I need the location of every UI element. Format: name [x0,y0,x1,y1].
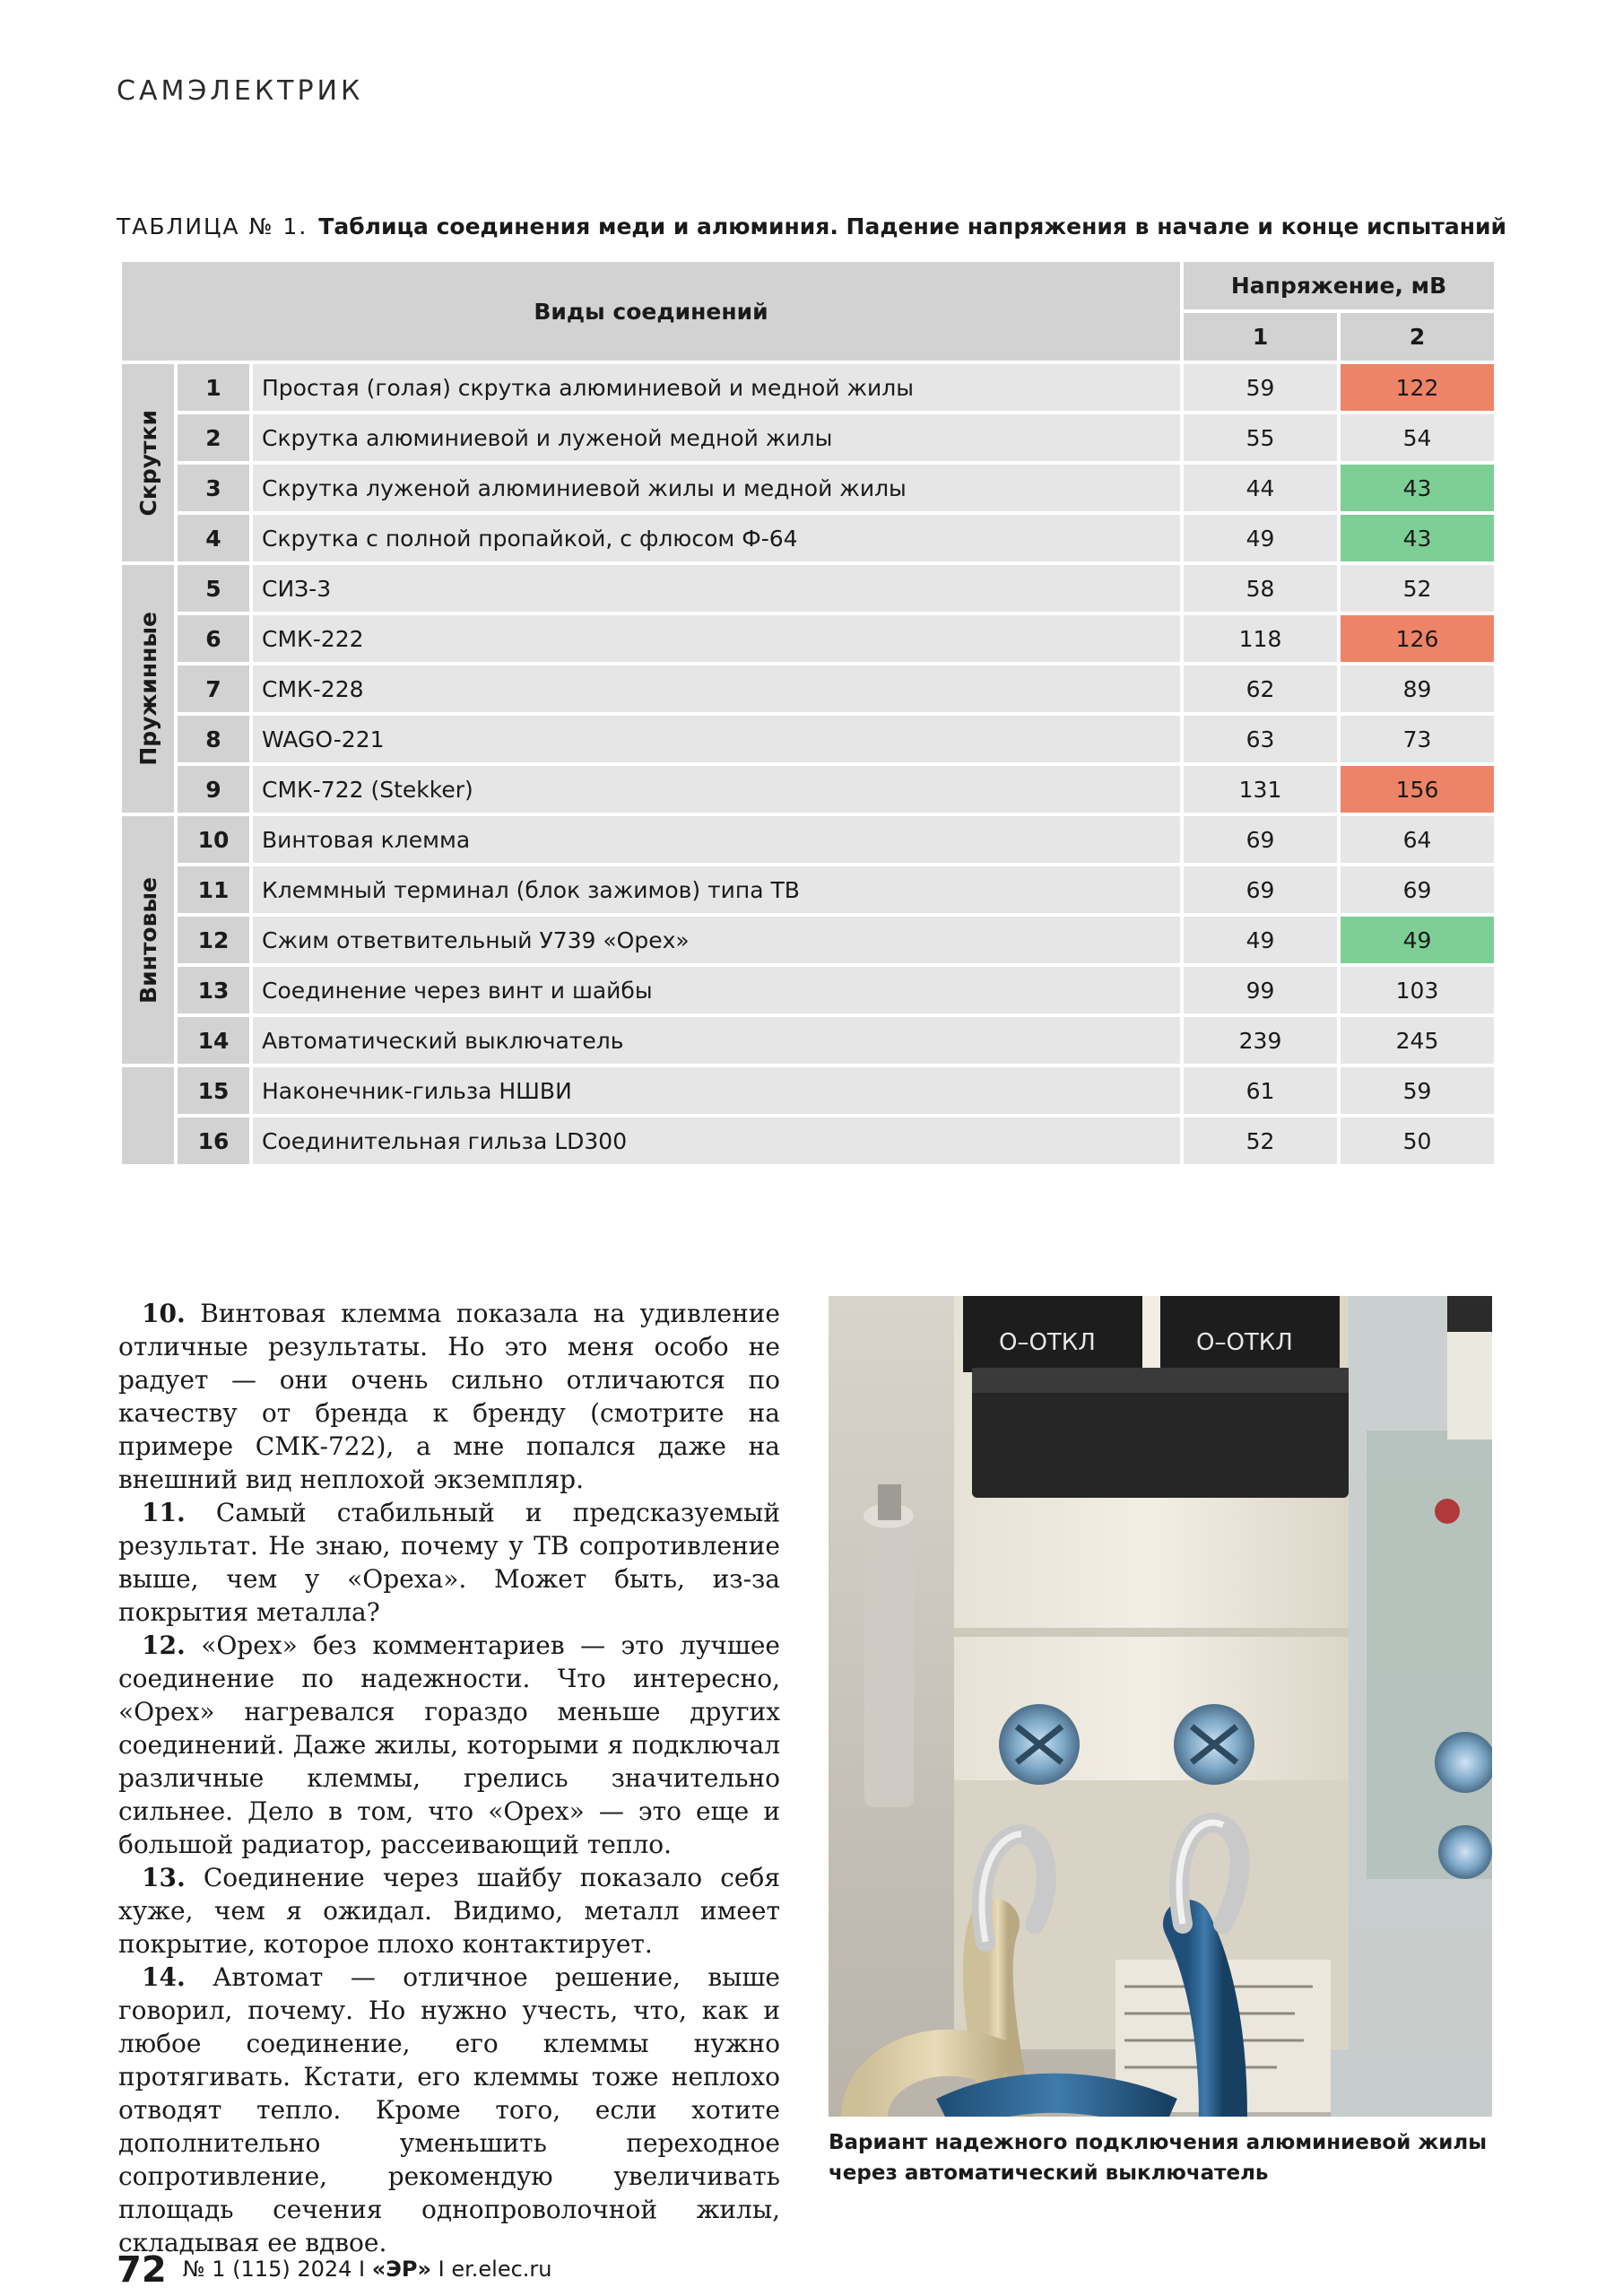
row-value-1: 99 [1182,965,1339,1015]
row-number: 14 [176,1015,251,1065]
row-name: СИЗ-3 [251,563,1182,613]
row-name: Скрутка алюминиевой и луженой медной жилы [251,413,1182,463]
row-name: Сжим ответвительный У739 «Орех» [251,915,1182,965]
group-label: Винтовые [135,876,161,1004]
table-row [120,965,1496,1015]
row-name: Соединительная гильза LD300 [251,1116,1182,1166]
section-title: САМЭЛЕКТРИК [117,75,364,107]
row-name: Скрутка с полной пропайкой, с флюсом Ф-64 [251,513,1182,563]
group-cell-screw [120,814,176,1065]
table-row [120,1015,1496,1065]
row-value-2: 73 [1339,714,1496,764]
row-number: 1 [176,362,251,413]
row-name: СМК-722 (Stekker) [251,764,1182,814]
row-value-2: 103 [1339,965,1496,1015]
row-value-1: 55 [1182,413,1339,463]
row-number: 16 [176,1116,251,1166]
row-value-1: 49 [1182,513,1339,563]
table-caption-label: ТАБЛИЦА № 1. [117,213,308,239]
row-value-2: 59 [1339,1065,1496,1116]
row-name: СМК-228 [251,664,1182,714]
paragraph-text: Винтовая клемма показала на удивление отличные результаты. Но это меня особо не радует — они очень сильно отличаются по качеству от бренда к бренду (смотрите на примере СМК-722), а мне попался даже на внешний вид неплохой экземпляр. [118,1299,780,1494]
row-name: Скрутка луженой алюминиевой жилы и медной жилы [251,463,1182,513]
circuit-breaker-photo [829,1296,1492,2117]
row-value-1: 59 [1182,362,1339,413]
table-row [120,513,1496,563]
connections-table [118,258,1497,1168]
row-value-2: 43 [1339,463,1496,513]
footer-separator: I [359,2257,366,2282]
issue-number: № 1 (115) 2024 [182,2257,352,2282]
row-value-1: 131 [1182,764,1339,814]
row-value-2: 64 [1339,814,1496,865]
header-col-1: 1 [1182,311,1339,362]
paragraph-number: 12. [142,1631,186,1660]
row-value-1: 118 [1182,613,1339,664]
row-value-2: 43 [1339,513,1496,563]
article-text [118,1297,780,2259]
row-name: Соединение через винт и шайбы [251,965,1182,1015]
paragraph-11 [118,1496,780,1629]
row-number: 12 [176,915,251,965]
group-cell-twists [120,362,176,563]
row-value-1: 69 [1182,814,1339,865]
paragraph-13 [118,1861,780,1961]
row-number: 2 [176,413,251,463]
table-row [120,764,1496,814]
row-value-2: 52 [1339,563,1496,613]
table-row [120,362,1496,413]
paragraph-14 [118,1961,780,2259]
table-row [120,613,1496,664]
row-value-1: 62 [1182,664,1339,714]
breaker-label-right: О–ОТКЛ [1196,1329,1293,1356]
row-number: 13 [176,965,251,1015]
paragraph-number: 13. [142,1863,186,1892]
row-number: 6 [176,613,251,664]
row-value-2: 126 [1339,613,1496,664]
row-number: 7 [176,664,251,714]
footer-separator: I [438,2257,445,2282]
group-cell-spring [120,563,176,814]
row-value-2: 89 [1339,664,1496,714]
table-caption [117,213,1515,239]
row-value-1: 239 [1182,1015,1339,1065]
row-name: Наконечник-гильза НШВИ [251,1065,1182,1116]
paragraph-text: «Орех» без комментариев — это лучшее соединение по надежности. Что интересно, «Орех» нагревался гораздо меньше других соединений. Даже жилы, которыми я подключал различные клеммы, грелись значительно сильнее. Дело в том, что «Орех» — это еще и большой радиатор, рассеивающий тепло. [118,1631,780,1859]
row-name: СМК-222 [251,613,1182,664]
row-value-2: 69 [1339,865,1496,915]
row-value-2: 122 [1339,362,1496,413]
paragraph-number: 10. [142,1299,186,1328]
row-number: 15 [176,1065,251,1116]
table-caption-text: Таблица соединения меди и алюминия. Падение напряжения в начале и конце испытаний [318,213,1507,239]
row-name: Клеммный терминал (блок зажимов) типа ТВ [251,865,1182,915]
paragraph-10 [118,1297,780,1496]
paragraph-text: Самый стабильный и предсказуемый результат. Не знаю, почему у ТВ сопротивление выше, чем у «Ореха». Может быть, из-за покрытия металла? [118,1498,780,1627]
photo-caption: Вариант надежного подключения алюминиевой жилы через автоматический выключатель [829,2131,1488,2185]
table-row [120,814,1496,865]
page-footer [117,2249,552,2291]
site-link[interactable]: er.elec.ru [451,2257,552,2282]
magazine-name: «ЭР» [371,2257,431,2282]
paragraph-number: 14. [142,1962,186,1992]
row-value-2: 156 [1339,764,1496,814]
row-value-2: 245 [1339,1015,1496,1065]
row-number: 8 [176,714,251,764]
row-value-1: 69 [1182,865,1339,915]
group-label: Пружинные [135,612,161,766]
row-name: Автоматический выключатель [251,1015,1182,1065]
paragraph-12 [118,1629,780,1861]
row-name: Винтовая клемма [251,814,1182,865]
table-row [120,1116,1496,1166]
row-number: 5 [176,563,251,613]
header-connection-types: Виды соединений [120,260,1182,362]
row-number: 10 [176,814,251,865]
table-row [120,1065,1496,1116]
row-value-2: 54 [1339,413,1496,463]
table-row [120,714,1496,764]
row-value-1: 49 [1182,915,1339,965]
page-number: 72 [117,2249,167,2291]
group-cell-other [120,1065,176,1166]
row-name: WAGO-221 [251,714,1182,764]
table-row [120,413,1496,463]
row-value-1: 58 [1182,563,1339,613]
row-value-1: 61 [1182,1065,1339,1116]
paragraph-text: Соединение через шайбу показало себя хуже, чем я ожидал. Видимо, металл имеет покрытие, которое плохо контактирует. [118,1863,780,1959]
row-number: 9 [176,764,251,814]
paragraph-text: Автомат — отличное решение, выше говорил, почему. Но нужно учесть, что, как и любое соединение, его клеммы нужно протягивать. Кстати, его клеммы тоже неплохо отводят тепло. Кроме того, если хотите дополнительно уменьшить переходное сопротивление, рекомендую увеличивать площадь сечения однопроволочной жилы, складывая ее вдвое. [118,1962,780,2257]
table-row [120,664,1496,714]
table-row [120,563,1496,613]
breaker-label-left: О–ОТКЛ [999,1329,1096,1356]
table-row [120,865,1496,915]
row-value-1: 63 [1182,714,1339,764]
row-name: Простая (голая) скрутка алюминиевой и медной жилы [251,362,1182,413]
header-col-2: 2 [1339,311,1496,362]
table-row [120,463,1496,513]
row-value-1: 44 [1182,463,1339,513]
paragraph-number: 11. [142,1498,186,1527]
row-value-2: 49 [1339,915,1496,965]
row-number: 4 [176,513,251,563]
header-voltage: Напряжение, мВ [1182,260,1496,311]
group-label: Скрутки [135,409,161,517]
row-value-2: 50 [1339,1116,1496,1166]
row-number: 11 [176,865,251,915]
row-value-1: 52 [1182,1116,1339,1166]
row-number: 3 [176,463,251,513]
table-row [120,915,1496,965]
